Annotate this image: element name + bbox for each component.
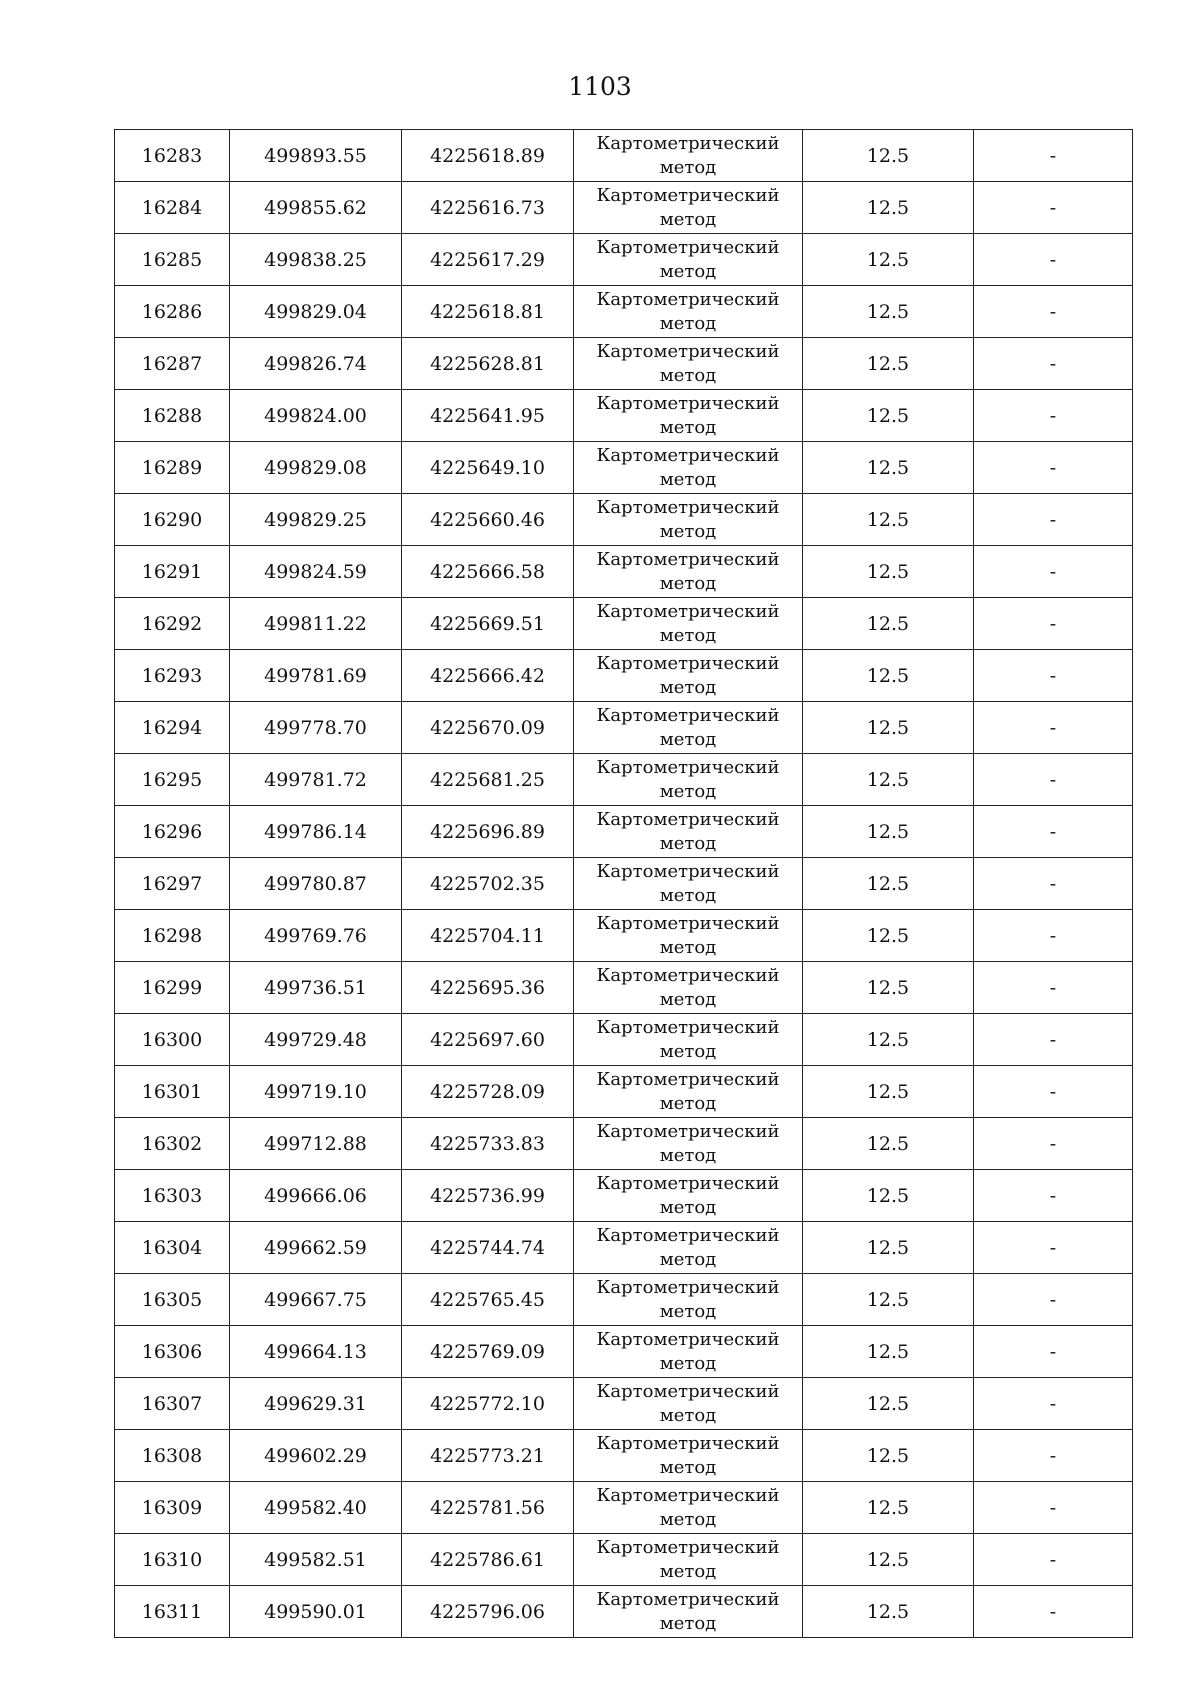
method-line-2: метод	[659, 1612, 717, 1634]
method-line-2: метод	[659, 676, 717, 698]
table-body	[115, 130, 1133, 1638]
note-cell: -	[974, 234, 1133, 286]
x-coordinate-cell: 499719.10	[230, 1066, 402, 1118]
x-coordinate-cell: 499811.22	[230, 598, 402, 650]
note-cell: -	[974, 1118, 1133, 1170]
point-number-cell: 16305	[115, 1274, 230, 1326]
method-line-2: метод	[659, 1248, 717, 1270]
accuracy-cell: 12.5	[803, 1118, 974, 1170]
y-coordinate-cell: 4225744.74	[402, 1222, 574, 1274]
method-line-1: Картометрический	[596, 444, 780, 466]
table-row	[115, 390, 1133, 442]
method-cell	[574, 182, 803, 234]
accuracy-cell: 12.5	[803, 1326, 974, 1378]
y-coordinate-cell: 4225641.95	[402, 390, 574, 442]
x-coordinate-cell: 499582.40	[230, 1482, 402, 1534]
y-coordinate-cell: 4225781.56	[402, 1482, 574, 1534]
method-line-1: Картометрический	[596, 392, 780, 414]
note-cell: -	[974, 1534, 1133, 1586]
method-cell	[574, 1066, 803, 1118]
accuracy-cell: 12.5	[803, 494, 974, 546]
method-line-1: Картометрический	[596, 600, 780, 622]
point-number-cell: 16306	[115, 1326, 230, 1378]
x-coordinate-cell: 499780.87	[230, 858, 402, 910]
x-coordinate-cell: 499666.06	[230, 1170, 402, 1222]
table-row	[115, 1274, 1133, 1326]
y-coordinate-cell: 4225786.61	[402, 1534, 574, 1586]
method-cell	[574, 650, 803, 702]
accuracy-cell: 12.5	[803, 910, 974, 962]
table-row	[115, 1170, 1133, 1222]
method-line-2: метод	[659, 988, 717, 1010]
note-cell: -	[974, 1222, 1133, 1274]
point-number-cell: 16295	[115, 754, 230, 806]
method-cell	[574, 1014, 803, 1066]
method-line-1: Картометрический	[596, 340, 780, 362]
table-row	[115, 650, 1133, 702]
table-row	[115, 130, 1133, 182]
method-line-1: Картометрический	[596, 756, 780, 778]
method-cell	[574, 1430, 803, 1482]
point-number-cell: 16310	[115, 1534, 230, 1586]
method-line-1: Картометрический	[596, 496, 780, 518]
x-coordinate-cell: 499824.00	[230, 390, 402, 442]
y-coordinate-cell: 4225728.09	[402, 1066, 574, 1118]
method-cell	[574, 1118, 803, 1170]
method-cell	[574, 130, 803, 182]
table-row	[115, 494, 1133, 546]
note-cell: -	[974, 910, 1133, 962]
method-line-2: метод	[659, 728, 717, 750]
method-cell	[574, 390, 803, 442]
x-coordinate-cell: 499781.69	[230, 650, 402, 702]
accuracy-cell: 12.5	[803, 1482, 974, 1534]
x-coordinate-cell: 499662.59	[230, 1222, 402, 1274]
x-coordinate-cell: 499769.76	[230, 910, 402, 962]
accuracy-cell: 12.5	[803, 598, 974, 650]
y-coordinate-cell: 4225616.73	[402, 182, 574, 234]
method-cell	[574, 1274, 803, 1326]
note-cell: -	[974, 1066, 1133, 1118]
point-number-cell: 16292	[115, 598, 230, 650]
method-line-2: метод	[659, 832, 717, 854]
method-cell	[574, 286, 803, 338]
y-coordinate-cell: 4225669.51	[402, 598, 574, 650]
x-coordinate-cell: 499824.59	[230, 546, 402, 598]
x-coordinate-cell: 499826.74	[230, 338, 402, 390]
table-row	[115, 182, 1133, 234]
method-line-2: метод	[659, 1040, 717, 1062]
method-line-1: Картометрический	[596, 912, 780, 934]
accuracy-cell: 12.5	[803, 1430, 974, 1482]
table-row	[115, 1222, 1133, 1274]
x-coordinate-cell: 499629.31	[230, 1378, 402, 1430]
y-coordinate-cell: 4225617.29	[402, 234, 574, 286]
note-cell: -	[974, 182, 1133, 234]
method-line-2: метод	[659, 1092, 717, 1114]
method-line-1: Картометрический	[596, 132, 780, 154]
method-cell	[574, 442, 803, 494]
point-number-cell: 16283	[115, 130, 230, 182]
note-cell: -	[974, 390, 1133, 442]
method-cell	[574, 338, 803, 390]
point-number-cell: 16303	[115, 1170, 230, 1222]
method-line-2: метод	[659, 1508, 717, 1530]
point-number-cell: 16288	[115, 390, 230, 442]
table-row	[115, 338, 1133, 390]
x-coordinate-cell: 499582.51	[230, 1534, 402, 1586]
note-cell: -	[974, 1014, 1133, 1066]
y-coordinate-cell: 4225773.21	[402, 1430, 574, 1482]
method-line-1: Картометрический	[596, 1328, 780, 1350]
method-line-2: метод	[659, 936, 717, 958]
y-coordinate-cell: 4225628.81	[402, 338, 574, 390]
accuracy-cell: 12.5	[803, 234, 974, 286]
page-number: 1103	[568, 72, 632, 101]
method-cell	[574, 494, 803, 546]
point-number-cell: 16301	[115, 1066, 230, 1118]
point-number-cell: 16300	[115, 1014, 230, 1066]
table-row	[115, 1430, 1133, 1482]
point-number-cell: 16302	[115, 1118, 230, 1170]
method-line-2: метод	[659, 364, 717, 386]
point-number-cell: 16304	[115, 1222, 230, 1274]
method-line-1: Картометрический	[596, 808, 780, 830]
x-coordinate-cell: 499781.72	[230, 754, 402, 806]
x-coordinate-cell: 499712.88	[230, 1118, 402, 1170]
y-coordinate-cell: 4225733.83	[402, 1118, 574, 1170]
x-coordinate-cell: 499667.75	[230, 1274, 402, 1326]
method-line-2: метод	[659, 312, 717, 334]
table-row	[115, 1014, 1133, 1066]
method-cell	[574, 234, 803, 286]
method-line-1: Картометрический	[596, 1172, 780, 1194]
method-line-1: Картометрический	[596, 964, 780, 986]
table-row	[115, 442, 1133, 494]
method-cell	[574, 546, 803, 598]
x-coordinate-cell: 499664.13	[230, 1326, 402, 1378]
note-cell: -	[974, 806, 1133, 858]
y-coordinate-cell: 4225666.58	[402, 546, 574, 598]
point-number-cell: 16290	[115, 494, 230, 546]
method-line-1: Картометрический	[596, 548, 780, 570]
method-cell	[574, 598, 803, 650]
method-line-2: метод	[659, 1300, 717, 1322]
note-cell: -	[974, 1170, 1133, 1222]
table-row	[115, 546, 1133, 598]
method-cell	[574, 858, 803, 910]
point-number-cell: 16296	[115, 806, 230, 858]
table-row	[115, 598, 1133, 650]
accuracy-cell: 12.5	[803, 754, 974, 806]
point-number-cell: 16298	[115, 910, 230, 962]
y-coordinate-cell: 4225649.10	[402, 442, 574, 494]
table-row	[115, 910, 1133, 962]
accuracy-cell: 12.5	[803, 182, 974, 234]
method-line-1: Картометрический	[596, 1380, 780, 1402]
method-line-1: Картометрический	[596, 1120, 780, 1142]
method-line-2: метод	[659, 624, 717, 646]
method-cell	[574, 1378, 803, 1430]
table-row	[115, 234, 1133, 286]
accuracy-cell: 12.5	[803, 1170, 974, 1222]
method-line-1: Картометрический	[596, 1484, 780, 1506]
note-cell: -	[974, 754, 1133, 806]
table-row	[115, 1378, 1133, 1430]
x-coordinate-cell: 499786.14	[230, 806, 402, 858]
x-coordinate-cell: 499736.51	[230, 962, 402, 1014]
point-number-cell: 16289	[115, 442, 230, 494]
x-coordinate-cell: 499829.08	[230, 442, 402, 494]
method-line-1: Картометрический	[596, 236, 780, 258]
y-coordinate-cell: 4225765.45	[402, 1274, 574, 1326]
accuracy-cell: 12.5	[803, 1066, 974, 1118]
note-cell: -	[974, 286, 1133, 338]
accuracy-cell: 12.5	[803, 1534, 974, 1586]
method-line-1: Картометрический	[596, 1016, 780, 1038]
y-coordinate-cell: 4225697.60	[402, 1014, 574, 1066]
table-row	[115, 702, 1133, 754]
method-cell	[574, 1222, 803, 1274]
note-cell: -	[974, 338, 1133, 390]
y-coordinate-cell: 4225670.09	[402, 702, 574, 754]
x-coordinate-cell: 499778.70	[230, 702, 402, 754]
method-line-1: Картометрический	[596, 1224, 780, 1246]
accuracy-cell: 12.5	[803, 1378, 974, 1430]
table-row	[115, 806, 1133, 858]
point-number-cell: 16299	[115, 962, 230, 1014]
point-number-cell: 16294	[115, 702, 230, 754]
point-number-cell: 16311	[115, 1586, 230, 1638]
method-line-2: метод	[659, 1456, 717, 1478]
note-cell: -	[974, 702, 1133, 754]
accuracy-cell: 12.5	[803, 338, 974, 390]
x-coordinate-cell: 499855.62	[230, 182, 402, 234]
table-row	[115, 754, 1133, 806]
y-coordinate-cell: 4225618.81	[402, 286, 574, 338]
y-coordinate-cell: 4225696.89	[402, 806, 574, 858]
note-cell: -	[974, 1378, 1133, 1430]
table-row	[115, 1118, 1133, 1170]
method-line-1: Картометрический	[596, 652, 780, 674]
x-coordinate-cell: 499602.29	[230, 1430, 402, 1482]
method-cell	[574, 1170, 803, 1222]
table-row	[115, 286, 1133, 338]
table-row	[115, 1586, 1133, 1638]
x-coordinate-cell: 499590.01	[230, 1586, 402, 1638]
y-coordinate-cell: 4225704.11	[402, 910, 574, 962]
note-cell: -	[974, 858, 1133, 910]
y-coordinate-cell: 4225769.09	[402, 1326, 574, 1378]
method-cell	[574, 1586, 803, 1638]
accuracy-cell: 12.5	[803, 1274, 974, 1326]
method-line-2: метод	[659, 1196, 717, 1218]
method-cell	[574, 962, 803, 1014]
note-cell: -	[974, 494, 1133, 546]
table-row	[115, 1482, 1133, 1534]
point-number-cell: 16308	[115, 1430, 230, 1482]
table-row	[115, 858, 1133, 910]
note-cell: -	[974, 1274, 1133, 1326]
y-coordinate-cell: 4225681.25	[402, 754, 574, 806]
method-line-2: метод	[659, 884, 717, 906]
method-line-1: Картометрический	[596, 1068, 780, 1090]
method-line-2: метод	[659, 780, 717, 802]
coordinates-table	[114, 129, 1133, 1638]
method-line-1: Картометрический	[596, 860, 780, 882]
point-number-cell: 16286	[115, 286, 230, 338]
method-line-1: Картометрический	[596, 184, 780, 206]
note-cell: -	[974, 1430, 1133, 1482]
y-coordinate-cell: 4225695.36	[402, 962, 574, 1014]
y-coordinate-cell: 4225660.46	[402, 494, 574, 546]
y-coordinate-cell: 4225796.06	[402, 1586, 574, 1638]
table-row	[115, 1066, 1133, 1118]
point-number-cell: 16287	[115, 338, 230, 390]
note-cell: -	[974, 442, 1133, 494]
method-line-1: Картометрический	[596, 1588, 780, 1610]
point-number-cell: 16291	[115, 546, 230, 598]
method-cell	[574, 1326, 803, 1378]
method-cell	[574, 702, 803, 754]
accuracy-cell: 12.5	[803, 1222, 974, 1274]
x-coordinate-cell: 499838.25	[230, 234, 402, 286]
x-coordinate-cell: 499829.25	[230, 494, 402, 546]
y-coordinate-cell: 4225702.35	[402, 858, 574, 910]
accuracy-cell: 12.5	[803, 806, 974, 858]
x-coordinate-cell: 499829.04	[230, 286, 402, 338]
accuracy-cell: 12.5	[803, 1014, 974, 1066]
accuracy-cell: 12.5	[803, 546, 974, 598]
accuracy-cell: 12.5	[803, 962, 974, 1014]
accuracy-cell: 12.5	[803, 390, 974, 442]
accuracy-cell: 12.5	[803, 702, 974, 754]
note-cell: -	[974, 1482, 1133, 1534]
point-number-cell: 16309	[115, 1482, 230, 1534]
accuracy-cell: 12.5	[803, 442, 974, 494]
method-line-2: метод	[659, 1352, 717, 1374]
point-number-cell: 16297	[115, 858, 230, 910]
accuracy-cell: 12.5	[803, 650, 974, 702]
accuracy-cell: 12.5	[803, 858, 974, 910]
method-cell	[574, 910, 803, 962]
accuracy-cell: 12.5	[803, 130, 974, 182]
method-line-2: метод	[659, 572, 717, 594]
method-cell	[574, 754, 803, 806]
method-line-1: Картометрический	[596, 1432, 780, 1454]
method-line-2: метод	[659, 468, 717, 490]
method-line-2: метод	[659, 1404, 717, 1426]
point-number-cell: 16307	[115, 1378, 230, 1430]
note-cell: -	[974, 1586, 1133, 1638]
table-row	[115, 962, 1133, 1014]
method-line-1: Картометрический	[596, 704, 780, 726]
table-row	[115, 1326, 1133, 1378]
note-cell: -	[974, 130, 1133, 182]
method-line-2: метод	[659, 208, 717, 230]
x-coordinate-cell: 499729.48	[230, 1014, 402, 1066]
accuracy-cell: 12.5	[803, 1586, 974, 1638]
method-line-1: Картометрический	[596, 1536, 780, 1558]
y-coordinate-cell: 4225772.10	[402, 1378, 574, 1430]
method-line-1: Картометрический	[596, 1276, 780, 1298]
note-cell: -	[974, 962, 1133, 1014]
method-line-2: метод	[659, 520, 717, 542]
method-line-1: Картометрический	[596, 288, 780, 310]
point-number-cell: 16285	[115, 234, 230, 286]
x-coordinate-cell: 499893.55	[230, 130, 402, 182]
note-cell: -	[974, 650, 1133, 702]
point-number-cell: 16293	[115, 650, 230, 702]
table-row	[115, 1534, 1133, 1586]
method-line-2: метод	[659, 156, 717, 178]
note-cell: -	[974, 1326, 1133, 1378]
accuracy-cell: 12.5	[803, 286, 974, 338]
method-cell	[574, 1482, 803, 1534]
note-cell: -	[974, 598, 1133, 650]
point-number-cell: 16284	[115, 182, 230, 234]
method-cell	[574, 806, 803, 858]
y-coordinate-cell: 4225666.42	[402, 650, 574, 702]
method-line-2: метод	[659, 416, 717, 438]
y-coordinate-cell: 4225736.99	[402, 1170, 574, 1222]
note-cell: -	[974, 546, 1133, 598]
method-cell	[574, 1534, 803, 1586]
method-line-2: метод	[659, 260, 717, 282]
y-coordinate-cell: 4225618.89	[402, 130, 574, 182]
method-line-2: метод	[659, 1560, 717, 1582]
method-line-2: метод	[659, 1144, 717, 1166]
